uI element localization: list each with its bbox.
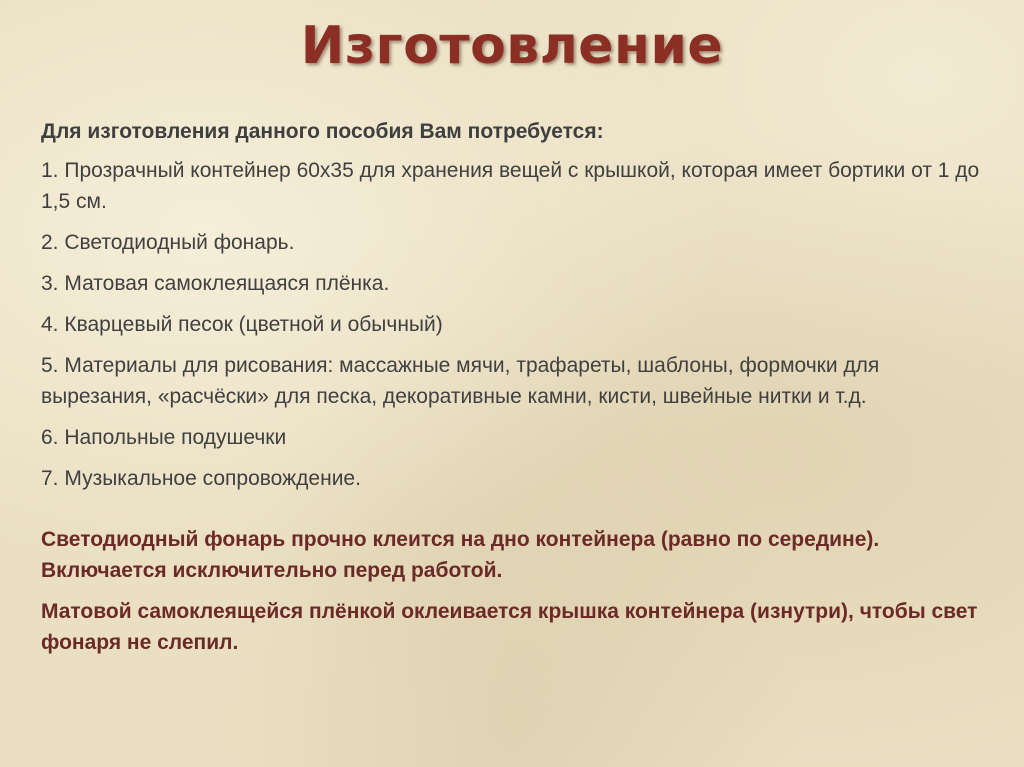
list-item: 1. Прозрачный контейнер 60х35 для хранения вещей с крышкой, которая имеет бортики от 1 до 1,5 см.	[41, 159, 980, 213]
list-item: 4. Кварцевый песок (цветной и обычный)	[41, 313, 443, 336]
list-item: 7. Музыкальное сопровождение.	[41, 467, 361, 490]
slide-title: Изготовление	[300, 16, 724, 76]
list-item: 5. Материалы для рисования: массажные мячи, трафареты, шаблоны, формочки для вырезания, «расчёски» для песка, декоративные камни, кисти, швейные нитки и т.д.	[41, 354, 880, 408]
intro-text: Для изготовления данного пособия Вам потребуется:	[41, 120, 604, 143]
list-item: 6. Напольные подушечки	[41, 426, 287, 449]
list-item: 2. Светодиодный фонарь.	[41, 231, 295, 254]
note-paragraph: Матовой самоклеящейся плёнкой оклеивается крышка контейнера (изнутри), чтобы свет фонаря не слепил.	[41, 600, 978, 654]
list-item: 3. Матовая самоклеящаяся плёнка.	[41, 272, 390, 295]
note-paragraph: Светодиодный фонарь прочно клеится на дно контейнера (равно по середине). Включается исключительно перед работой.	[41, 528, 880, 582]
slide-content	[41, 116, 991, 668]
